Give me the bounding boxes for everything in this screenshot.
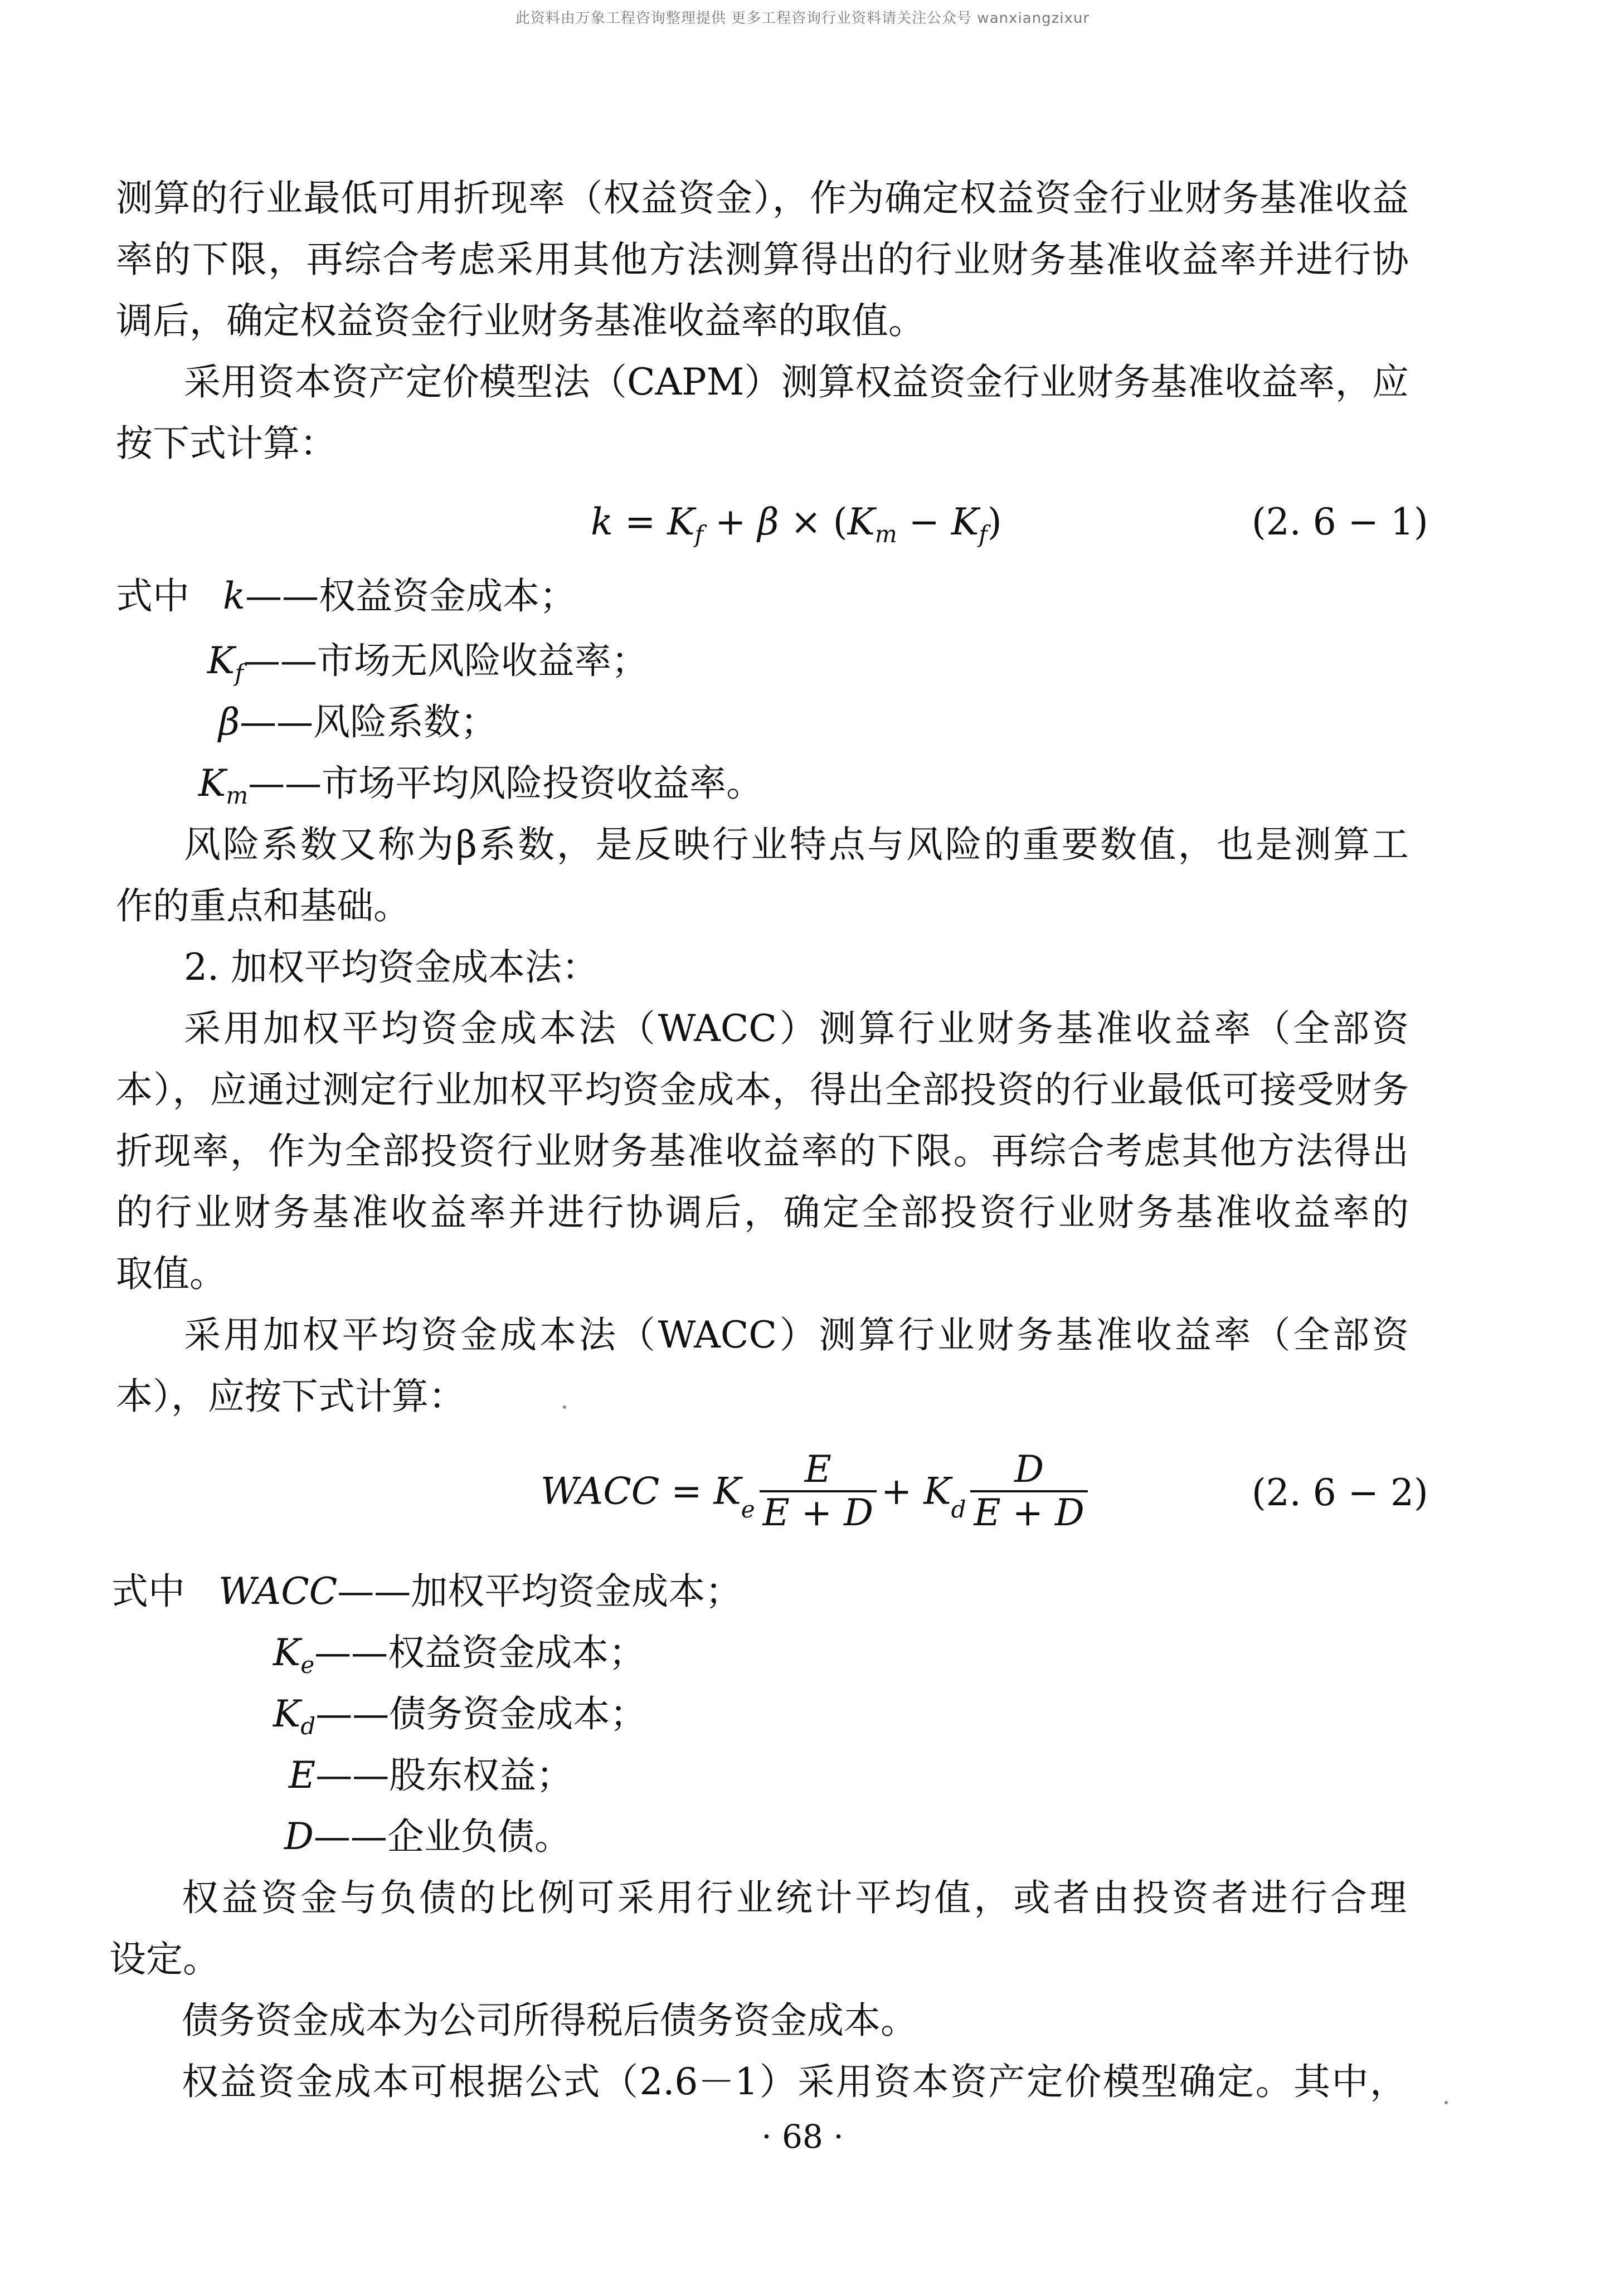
formula-operator: + [703, 500, 758, 543]
definition-subscript: d [300, 1713, 316, 1740]
formula-symbol: K [667, 500, 695, 543]
paragraph-line: 测算的行业最低可用折现率（权益资金），作为确定权益资金行业财务基准收益 [116, 177, 1409, 220]
formula-subscript: e [741, 1496, 755, 1523]
definition-symbol: K [273, 1631, 301, 1674]
definition-symbol: K [198, 762, 226, 805]
paragraph-line: 作的重点和基础。 [116, 884, 410, 927]
formula-operator: − [897, 500, 951, 543]
paragraph-line: 取值。 [116, 1252, 226, 1295]
definition-symbol: WACC [218, 1570, 338, 1613]
formula-symbol: β [757, 500, 779, 543]
definition-subscript: m [226, 782, 249, 809]
paragraph-line: 采用加权平均资金成本法（WACC）测算行业财务基准收益率（全部资 [184, 1314, 1409, 1356]
definition-prefix: 式中 [116, 575, 189, 617]
equation-number: (2. 6 − 2) [1252, 1471, 1428, 1514]
page-number: · 68 · [761, 2118, 844, 2156]
definition-text: ——市场平均风险投资收益率。 [248, 762, 763, 805]
formula-symbol: K [951, 500, 979, 543]
definition-line [116, 574, 576, 619]
formula-wacc [541, 1449, 1092, 1534]
definition-symbol: K [273, 1692, 301, 1735]
definition-line [284, 1815, 571, 1859]
formula-symbol: K [847, 500, 875, 543]
section-heading: 2. 加权平均资金成本法： [184, 946, 599, 989]
fraction-denominator: E + D [974, 1491, 1084, 1534]
definition-prefix: 式中 [111, 1570, 185, 1613]
formula-lhs: WACC = K [541, 1470, 741, 1513]
paragraph-line: 权益资金成本可根据公式（2.6－1）采用资本资产定价模型确定。其中， [182, 2060, 1407, 2103]
formula-operator: ) [987, 500, 1002, 543]
definition-line [273, 1692, 646, 1749]
formula-subscript: m [874, 521, 897, 548]
paragraph-line: 调后，确定权益资金行业财务基准收益率的取值。 [116, 299, 925, 342]
equation-number: (2. 6 − 1) [1252, 500, 1428, 543]
paragraph-line: 风险系数又称为β系数，是反映行业特点与风险的重要数值，也是测算工 [184, 823, 1409, 866]
formula-operator: × ( [779, 500, 848, 543]
paragraph-line: 本），应通过测定行业加权平均资金成本，得出全部投资的行业最低可接受财务 [116, 1068, 1409, 1111]
definition-text: ——权益资金成本； [245, 575, 576, 617]
definition-text: ——风险系数； [240, 701, 498, 743]
fraction-debt [970, 1449, 1087, 1534]
definition-line [273, 1631, 645, 1687]
scan-speck [563, 1405, 566, 1409]
formula-capm [591, 500, 1002, 548]
definition-line [111, 1569, 742, 1614]
fraction-numerator: D [970, 1449, 1087, 1492]
definition-symbol: E [289, 1754, 316, 1797]
scan-speck [1444, 2101, 1448, 2104]
paragraph-line: 折现率，作为全部投资行业财务基准收益率的下限。再综合考虑其他方法得出 [116, 1130, 1409, 1173]
definition-text: ——股东权益； [315, 1754, 573, 1797]
fraction-denominator: E + D [762, 1491, 873, 1534]
definition-symbol: k [223, 575, 245, 617]
watermark-header: 此资料由万象工程咨询整理提供 更多工程咨询行业资料请关注公众号 wanxiangzixur [515, 10, 1090, 27]
definition-symbol: K [207, 639, 235, 682]
paragraph-line: 按下式计算： [116, 422, 337, 465]
definition-subscript: e [300, 1651, 315, 1679]
definition-line [289, 1753, 573, 1798]
formula-subscript: d [951, 1496, 966, 1523]
definition-text: ——加权平均资金成本； [337, 1570, 742, 1613]
paragraph-line: 采用资本资产定价模型法（CAPM）测算权益资金行业财务基准收益率，应 [184, 361, 1409, 403]
definition-subscript: f [235, 659, 244, 687]
formula-subscript: f [979, 521, 988, 548]
formula-operator: + K [881, 1470, 951, 1513]
formula-symbol: k [591, 500, 613, 543]
definition-line [218, 700, 497, 745]
definition-line [198, 761, 763, 818]
paragraph-line: 设定。 [109, 1938, 220, 1981]
formula-subscript: f [694, 521, 704, 548]
paragraph-line: 本），应按下式计算： [116, 1375, 465, 1418]
paragraph-line: 采用加权平均资金成本法（WACC）测算行业财务基准收益率（全部资 [184, 1007, 1409, 1050]
definition-text: ——企业负债。 [313, 1815, 571, 1858]
fraction-numerator: E [760, 1449, 877, 1492]
paragraph-line: 权益资金与负债的比例可采用行业统计平均值，或者由投资者进行合理 [182, 1876, 1407, 1919]
paragraph-line: 债务资金成本为公司所得税后债务资金成本。 [182, 1999, 917, 2042]
definition-text: ——市场无风险收益率； [243, 639, 648, 682]
formula-operator: = [613, 500, 668, 543]
definition-symbol: β [218, 701, 240, 743]
definition-line [207, 639, 648, 695]
fraction-equity [760, 1449, 877, 1534]
definition-symbol: D [284, 1815, 314, 1858]
definition-text: ——权益资金成本； [314, 1631, 646, 1674]
paragraph-line: 率的下限，再综合考虑采用其他方法测算得出的行业财务基准收益率并进行协 [116, 238, 1409, 281]
paragraph-line: 的行业财务基准收益率并进行协调后，确定全部投资行业财务基准收益率的 [116, 1191, 1409, 1234]
definition-text: ——债务资金成本； [315, 1692, 647, 1735]
